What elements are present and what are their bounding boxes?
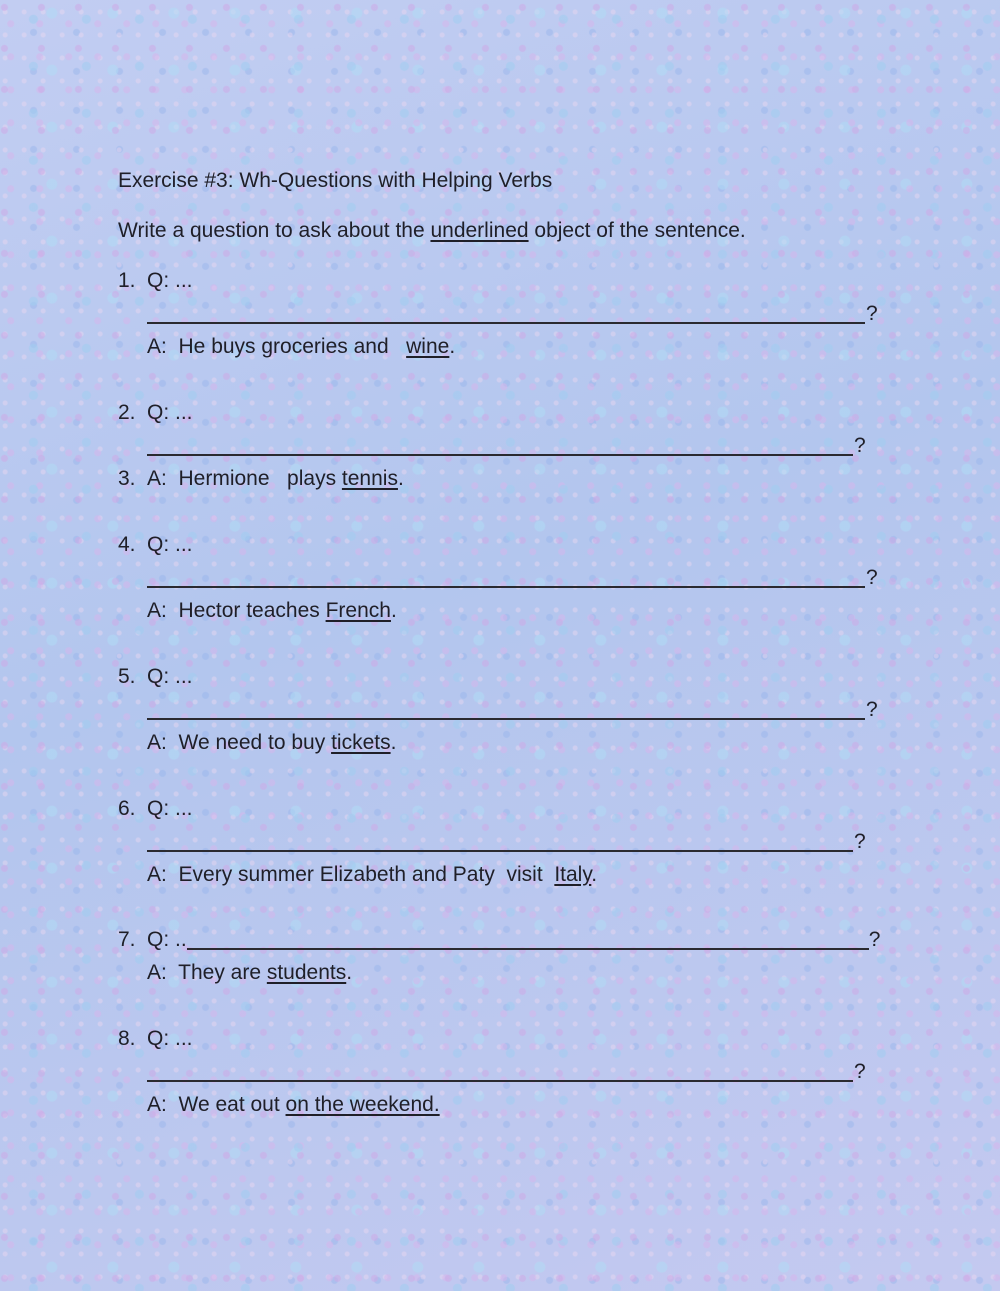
item-number: 4. xyxy=(118,533,136,556)
instruction-underlined: underlined xyxy=(430,219,529,242)
instruction-text xyxy=(118,215,746,247)
question-mark: ? xyxy=(866,566,878,589)
answer-suffix: . xyxy=(390,599,397,622)
question-mark: ? xyxy=(866,698,878,721)
answer-blank[interactable] xyxy=(187,924,869,956)
question-prompt: Q: ... xyxy=(147,665,193,688)
answer-underlined-object: tennis xyxy=(341,467,398,490)
question-mark: ? xyxy=(854,830,866,853)
answer-suffix: . xyxy=(397,467,404,490)
answer-underlined-object: on the weekend. xyxy=(285,1093,440,1116)
item-number: 3. xyxy=(118,467,136,490)
item-number: 6. xyxy=(118,797,136,820)
answer-underlined-object: wine xyxy=(406,335,450,358)
answer-prefix: A: Hector teaches xyxy=(147,599,326,622)
answer-blank[interactable] xyxy=(147,430,877,462)
question-mark: ? xyxy=(854,434,866,457)
answer-blank[interactable] xyxy=(147,298,887,330)
answer-prefix: A: We need to buy xyxy=(147,731,332,754)
answer-suffix: . xyxy=(346,961,353,984)
answer-blank[interactable] xyxy=(147,826,877,858)
answer-prefix: A: He buys groceries and xyxy=(147,335,407,358)
question-prompt: Q: ... xyxy=(147,797,193,820)
exercise-title: Exercise #3: Wh-Questions with Helping Verbs xyxy=(118,169,553,192)
answer-prefix: A: We eat out xyxy=(147,1093,286,1116)
answer-suffix: . xyxy=(390,731,397,754)
question-mark: ? xyxy=(854,1060,866,1083)
item-number: 7. xyxy=(118,928,136,951)
question-prompt: Q: ... xyxy=(147,533,193,556)
answer-suffix: . xyxy=(591,863,598,886)
instruction-before: Write a question to ask about the xyxy=(118,219,431,242)
question-prompt: Q: ... xyxy=(147,269,193,292)
question-prompt: Q: ... xyxy=(147,401,193,424)
item-number: 2. xyxy=(118,401,136,424)
instruction-after: object of the sentence. xyxy=(528,219,746,242)
answer-underlined-object: tickets xyxy=(331,731,391,754)
answer-prefix: A: Every summer Elizabeth and Paty visit xyxy=(147,863,555,886)
answer-underlined-object: students xyxy=(266,961,347,984)
answer-blank[interactable] xyxy=(147,694,887,726)
item-number: 1. xyxy=(118,269,136,292)
question-prompt: Q: ... xyxy=(147,1027,193,1050)
answer-underlined-object: Italy xyxy=(554,863,592,886)
item-number: 5. xyxy=(118,665,136,688)
answer-prefix: A: Hermione plays xyxy=(147,467,342,490)
question-mark: ? xyxy=(868,928,881,951)
question-mark: ? xyxy=(866,302,878,325)
answer-underlined-object: French xyxy=(325,599,391,622)
answer-prefix: A: They are xyxy=(147,961,267,984)
answer-blank[interactable] xyxy=(147,1056,877,1088)
answer-suffix: . xyxy=(449,335,456,358)
item-number: 8. xyxy=(118,1027,136,1050)
question-prompt: Q: .. xyxy=(147,928,187,951)
answer-blank[interactable] xyxy=(147,562,887,594)
